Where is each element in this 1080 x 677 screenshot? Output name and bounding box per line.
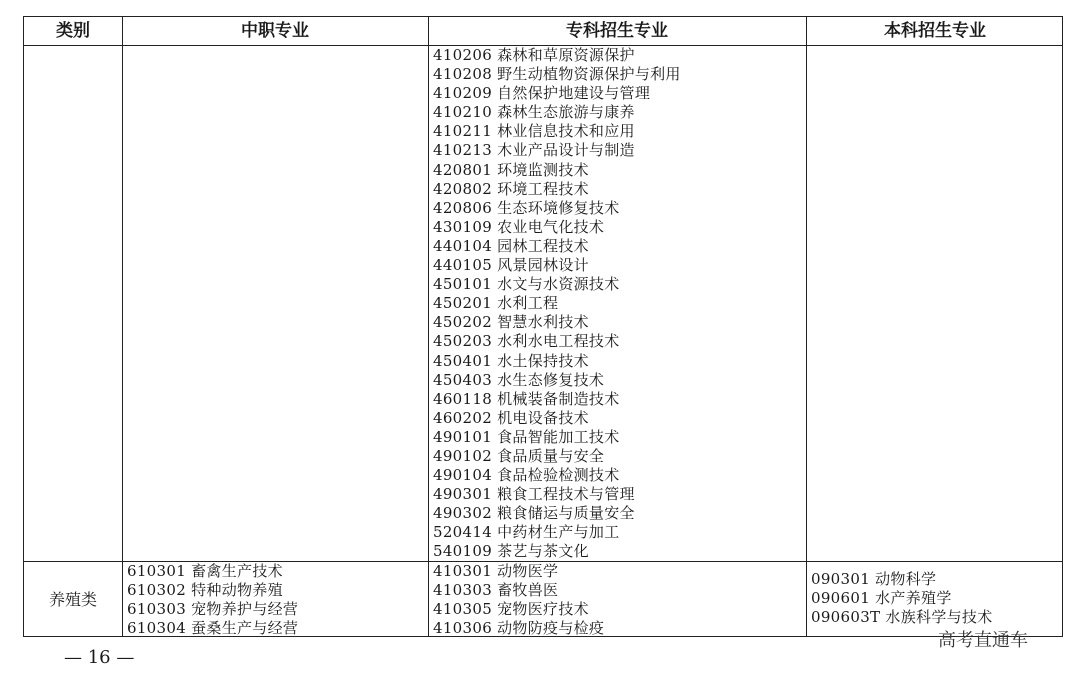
header-specialty-major: 专科招生专业 <box>566 21 668 41</box>
list-item: 090301 动物科学 <box>811 570 937 588</box>
list-item: 410210 森林生态旅游与康养 <box>433 103 635 122</box>
list-item: 410306 动物防疫与检疫 <box>433 619 605 638</box>
list-item: 090603T 水族科学与技术 <box>811 608 993 627</box>
list-item: 440105 风景园林设计 <box>433 256 589 275</box>
list-item: 090601 水产养殖学 <box>811 589 952 608</box>
list-item: 610302 特种动物养殖 <box>127 581 283 600</box>
row2-specialty-list <box>429 562 806 638</box>
list-item: 450203 水利水电工程技术 <box>433 332 620 351</box>
list-item: 490104 食品检验检测技术 <box>433 466 620 485</box>
list-item: 430109 农业电气化技术 <box>433 217 605 236</box>
watermark-text: 高考直通车 <box>938 630 1028 651</box>
list-item: 540109 茶艺与茶文化 <box>433 542 589 561</box>
page-number: — 16 — <box>64 647 135 668</box>
list-item: 420802 环境工程技术 <box>433 179 589 198</box>
header-category: 类别 <box>56 21 90 41</box>
header-bachelor-major: 本科招生专业 <box>884 21 986 41</box>
table-header <box>24 17 1062 46</box>
list-item: 490101 食品智能加工技术 <box>433 427 620 446</box>
header-secondary-major: 中职专业 <box>241 21 309 41</box>
list-item: 410213 木业产品设计与制造 <box>433 141 635 160</box>
list-item: 450101 水文与水资源技术 <box>433 275 620 294</box>
row2-secondary-list <box>123 562 428 638</box>
list-item: 410206 森林和草原资源保护 <box>433 46 635 64</box>
list-item: 410303 畜牧兽医 <box>433 581 559 600</box>
list-item: 610304 蚕桑生产与经营 <box>127 619 299 638</box>
list-item: 450401 水土保持技术 <box>433 351 589 370</box>
list-item: 520414 中药材生产与加工 <box>433 523 620 542</box>
list-item: 490302 粮食储运与质量安全 <box>433 504 635 523</box>
list-item: 610303 宠物养护与经营 <box>127 600 299 619</box>
list-item: 410301 动物医学 <box>433 562 559 580</box>
row2-category: 养殖类 <box>48 590 97 609</box>
column-divider <box>122 17 123 636</box>
list-item: 410209 自然保护地建设与管理 <box>433 84 651 103</box>
list-item: 420806 生态环境修复技术 <box>433 198 620 217</box>
list-item: 410305 宠物医疗技术 <box>433 600 589 619</box>
list-item: 450201 水利工程 <box>433 294 559 313</box>
list-item: 450202 智慧水利技术 <box>433 313 589 332</box>
list-item: 410208 野生动植物资源保护与利用 <box>433 65 681 84</box>
list-item: 490301 粮食工程技术与管理 <box>433 485 635 504</box>
row1-specialty-list <box>429 46 809 562</box>
row2-bachelor-list <box>807 570 1063 627</box>
list-item: 420801 环境监测技术 <box>433 160 589 179</box>
majors-table <box>23 16 1063 637</box>
list-item: 460118 机械装备制造技术 <box>433 389 620 408</box>
list-item: 440104 园林工程技术 <box>433 236 589 255</box>
list-item: 490102 食品质量与安全 <box>433 446 605 465</box>
list-item: 460202 机电设备技术 <box>433 408 589 427</box>
list-item: 410211 林业信息技术和应用 <box>433 122 635 141</box>
list-item: 610301 畜禽生产技术 <box>127 562 283 580</box>
list-item: 450403 水生态修复技术 <box>433 370 605 389</box>
